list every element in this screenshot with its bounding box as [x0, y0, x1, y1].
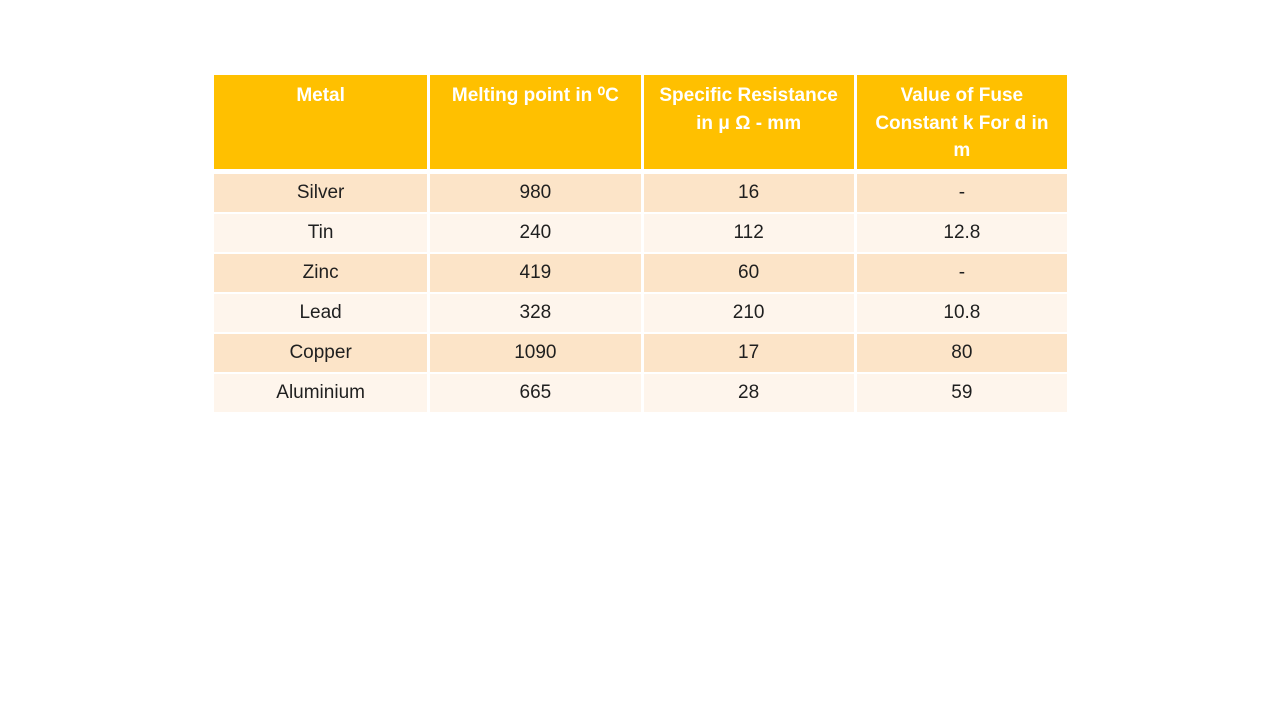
table-header [214, 75, 1067, 174]
table-cell: 665 [427, 374, 640, 412]
table-row [214, 374, 1067, 412]
table-body [214, 174, 1067, 412]
table-cell: 10.8 [854, 294, 1067, 334]
table-cell: Zinc [214, 254, 427, 294]
table-cell: Lead [214, 294, 427, 334]
table-cell: 419 [427, 254, 640, 294]
table-row [214, 214, 1067, 254]
table-cell: 210 [641, 294, 854, 334]
table-cell: 60 [641, 254, 854, 294]
table-cell: 112 [641, 214, 854, 254]
table-cell: 240 [427, 214, 640, 254]
table-cell: 59 [854, 374, 1067, 412]
header-cell: Specific Resistance in μ Ω - mm [641, 75, 854, 174]
table-row [214, 334, 1067, 374]
table-cell: Copper [214, 334, 427, 374]
table-cell: 1090 [427, 334, 640, 374]
table-cell: 328 [427, 294, 640, 334]
header-cell: Value of Fuse Constant k For d in m [854, 75, 1067, 174]
metals-properties-table [214, 75, 1067, 412]
header-cell: Metal [214, 75, 427, 174]
table-row [214, 174, 1067, 214]
table-cell: 980 [427, 174, 640, 214]
table-cell: 17 [641, 334, 854, 374]
table-cell: Aluminium [214, 374, 427, 412]
table-cell: 80 [854, 334, 1067, 374]
table-row [214, 254, 1067, 294]
table-cell: Tin [214, 214, 427, 254]
table-cell: - [854, 174, 1067, 214]
table-row [214, 294, 1067, 334]
table-cell: 16 [641, 174, 854, 214]
header-row [214, 75, 1067, 174]
table-cell: - [854, 254, 1067, 294]
header-cell: Melting point in ⁰C [427, 75, 640, 174]
table-cell: 12.8 [854, 214, 1067, 254]
table-cell: Silver [214, 174, 427, 214]
table-cell: 28 [641, 374, 854, 412]
